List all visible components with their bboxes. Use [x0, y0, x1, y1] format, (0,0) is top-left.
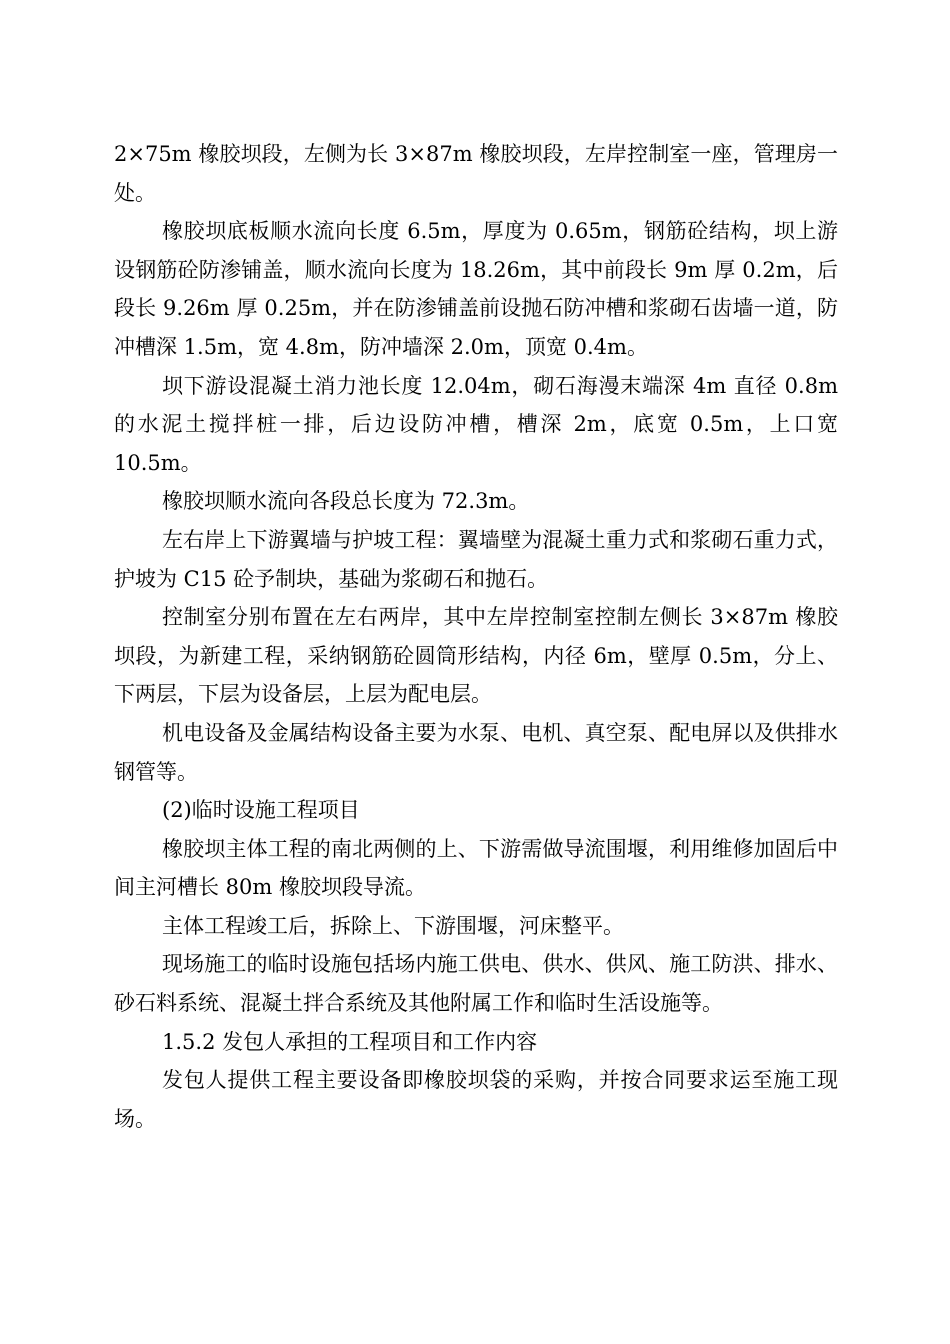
- section-heading-temporary: (2)临时设施工程项目: [162, 798, 360, 823]
- paragraph-equipment: 机电设备及金属结构设备主要为水泵、电机、真空泵、配电屏以及供排水钢管等。: [114, 720, 838, 784]
- body-text: [114, 135, 838, 1138]
- paragraph-dam-floor: 橡胶坝底板顺水流向长度 6.5m，厚度为 0.65m，钢筋砼结构，坝上游设钢筋砼防渗铺盖，顺水流向长度为 18.26m，其中前段长 9m 厚 0.2m，后段长 9.26m 厚 0.25m，并在防渗铺盖前设抛石防冲槽和浆砌石齿墙一道，防冲槽深 1.5m，宽 4.8m，防冲墙深 2.0m，顶宽 0.4m。: [114, 219, 838, 359]
- paragraph-total-length: 橡胶坝顺水流向各段总长度为 72.3m。: [162, 489, 530, 514]
- paragraph-diversion: 橡胶坝主体工程的南北两侧的上、下游需做导流围堰，利用维修加固后中间主河槽长 80m 橡胶坝段导流。: [114, 836, 838, 900]
- section-heading-employer: 1.5.2 发包人承担的工程项目和工作内容: [162, 1029, 538, 1054]
- paragraph-stilling-basin: 坝下游设混凝土消力池长度 12.04m，砌石海漫末端深 4m 直径 0.8m 的水泥土搅拌桩一排，后边设防冲槽，槽深 2m，底宽 0.5m，上口宽 10.5m。: [114, 373, 838, 475]
- paragraph-site-facilities: 现场施工的临时设施包括场内施工供电、供水、供风、施工防洪、排水、砂石料系统、混凝土拌合系统及其他附属工作和临时生活设施等。: [114, 952, 838, 1016]
- paragraph-control-room: 控制室分别布置在左右两岸，其中左岸控制室控制左侧长 3×87m 橡胶坝段，为新建工程，采纳钢筋砼圆筒形结构，内径 6m，壁厚 0.5m，分上、下两层，下层为设备层，上层为配电层。: [114, 605, 838, 707]
- paragraph-cofferdam-removal: 主体工程竣工后，拆除上、下游围堰，河床整平。: [162, 913, 624, 938]
- paragraph-wing-walls: 左右岸上下游翼墙与护坡工程：翼墙壁为混凝土重力式和浆砌石重力式，护坡为 C15 砼予制块，基础为浆砌石和抛石。: [114, 527, 838, 591]
- paragraph-employer-supply: 发包人提供工程主要设备即橡胶坝袋的采购，并按合同要求运至施工现场。: [114, 1068, 838, 1131]
- paragraph-continuation: 2×75m 橡胶坝段，左侧为长 3×87m 橡胶坝段，左岸控制室一座，管理房一处。: [114, 142, 838, 205]
